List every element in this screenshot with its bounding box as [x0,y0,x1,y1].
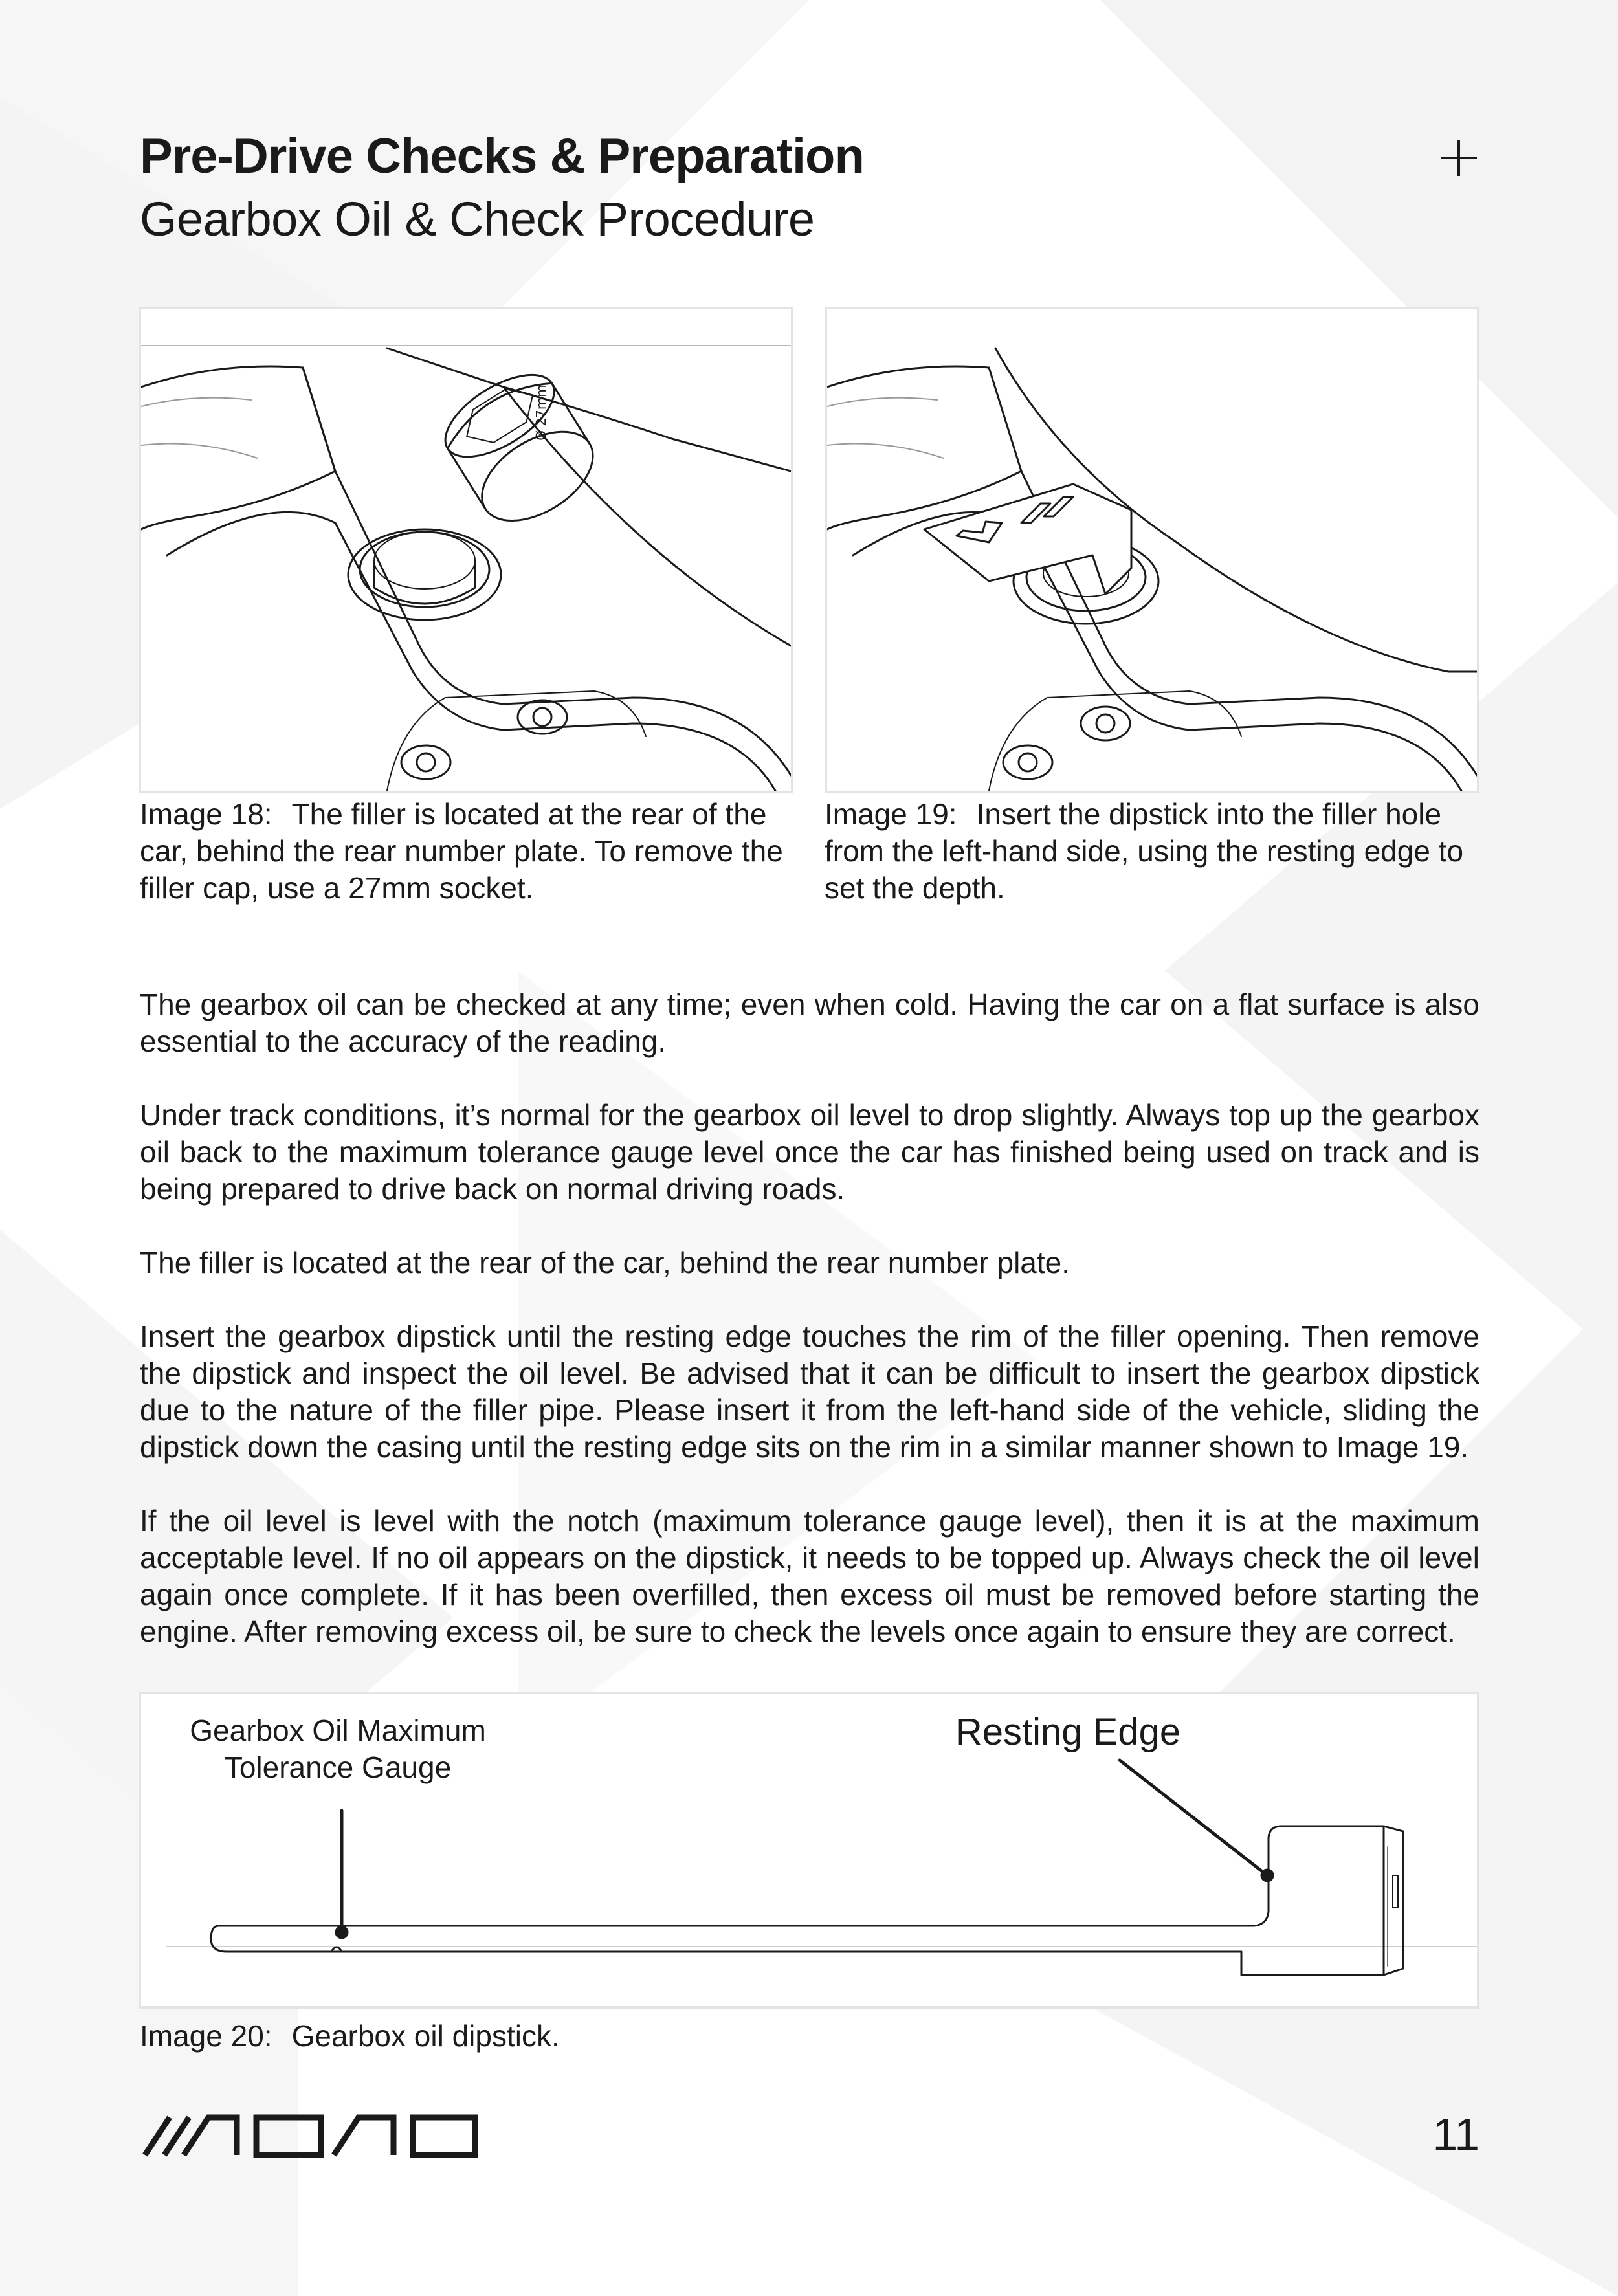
page-title: Pre-Drive Checks & Preparation [140,129,864,184]
caption-label: Image 18: [140,797,272,831]
caption-image-18 [140,796,793,907]
paragraph: The filler is located at the rear of the car, behind the rear number plate. [140,1246,1070,1279]
caption-image-20 [140,2018,1046,2055]
figure-image-19 [825,307,1479,793]
callout-resting-edge: Resting Edge [955,1711,1181,1753]
caption-text: The filler is located at the rear of the car, behind the rear number plate. To remove the filler cap, use a 27mm socket. [140,797,783,905]
body-text [140,986,1479,1687]
caption-image-19 [825,796,1478,907]
mono-logo [140,2114,479,2159]
callout-gauge [170,1712,506,1786]
paragraph: Under track conditions, it’s normal for the gearbox oil level to drop slightly. Always top up the gearbox oil back to the maximum tolerance gauge level once the car has finished being used on track and is being prepared to drive back on normal driving roads. [140,1098,1479,1206]
paragraph: Insert the gearbox dipstick until the resting edge touches the rim of the filler opening. Then remove the dipstick and inspect the oil level. Be advised that it can be difficult to insert the gearbox dipstick due to the nature of the filler pipe. Please insert it from the left-hand side of the vehicle, sliding the dipstick down the casing until the resting edge sits on the rim in a similar manner shown to Image 19. [140,1319,1479,1464]
callout-gauge-line2: Tolerance Gauge [224,1750,452,1784]
paragraph: The gearbox oil can be checked at any time; even when cold. Having the car on a flat surface is also essential to the accuracy of the reading. [140,988,1479,1058]
caption-text: Insert the dipstick into the filler hole from the left-hand side, using the resting edge to set the depth. [825,797,1464,905]
socket-size-label: Ø 27mm [533,384,549,441]
caption-text: Gearbox oil dipstick. [291,2019,560,2053]
plus-icon [1438,137,1479,179]
page-number: 11 [1432,2109,1479,2159]
page-subtitle: Gearbox Oil & Check Procedure [140,192,815,246]
figure-image-18 [139,307,793,793]
caption-label: Image 20: [140,2019,272,2053]
callout-gauge-line1: Gearbox Oil Maximum [190,1714,486,1747]
paragraph: If the oil level is level with the notch (maximum tolerance gauge level), then it is at the maximum acceptable level. If no oil appears on the dipstick, it needs to be topped up. Always check the oil level again once complete. If it has been overfilled, then excess oil must be removed before starting the engine. After removing excess oil, be sure to check the levels once again to ensure they are correct. [140,1504,1479,1648]
caption-label: Image 19: [825,797,957,831]
